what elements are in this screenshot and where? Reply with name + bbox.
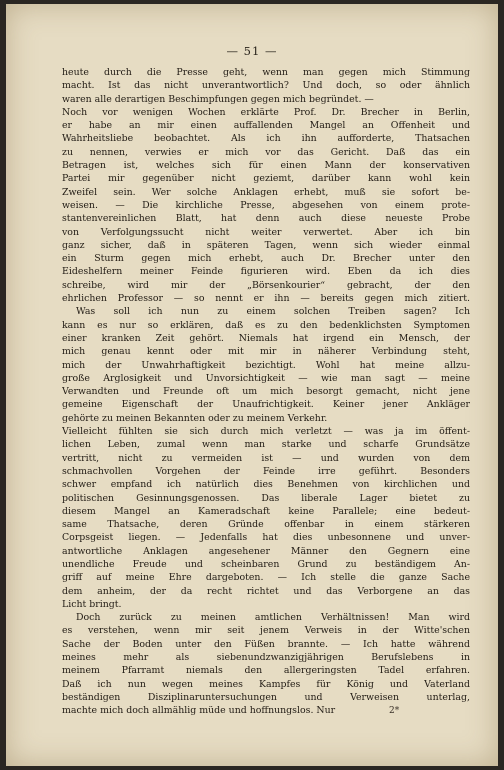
- text-line: Noch vor wenigen Wochen erklärte Prof. Dr. Brecher in Berlin,: [62, 106, 470, 118]
- text-line: von Verfolgungssucht nicht weiter verwertet. Aber ich bin: [62, 226, 470, 238]
- text-line: meines mehr als siebenundzwanzigjährigen Berufslebens in: [62, 652, 470, 664]
- text-line: es verstehen, wenn mir seit jenem Verweis in der Witte'schen: [62, 625, 470, 637]
- text-line: gemeine Eigenschaft der Unaufrichtigkeit. Keiner jener Ankläger: [62, 399, 470, 411]
- page-number: — 51 —: [226, 44, 278, 58]
- text-line: Vielleicht fühlten sie sich durch mich verletzt — was ja im öffent-: [62, 426, 470, 438]
- body-text: [62, 66, 470, 718]
- text-line: vertritt, nicht zu vermeiden ist — und wurden von dem: [62, 452, 470, 464]
- text-line: machte mich doch allmählig müde und hoffnungslos. Nur: [62, 705, 336, 717]
- text-line: kann es nur so erklären, daß es zu den bedenklichsten Symptomen: [62, 319, 470, 331]
- text-line: griff auf meine Ehre dargeboten. — Ich stelle die ganze Sache: [62, 572, 470, 584]
- text-line: weisen. — Die kirchliche Presse, abgesehen von einem prote-: [62, 199, 470, 211]
- text-line: lichen Leben, zumal wenn man starke und scharfe Grundsätze: [62, 439, 470, 451]
- text-line: stantenvereinlichen Blatt, hat denn auch diese neueste Probe: [62, 213, 470, 225]
- text-line: er habe an mir einen auffallenden Mangel an Offenheit und: [62, 120, 470, 132]
- book-page: [6, 4, 498, 766]
- text-line: mich der Unwahrhaftigkeit bezichtigt. Wohl hat meine allzu-: [62, 359, 470, 371]
- text-line: Verwandten und Freunde oft um mich besorgt gemacht, nicht jene: [62, 386, 470, 398]
- text-line: dem anheim, der da recht richtet und das Verborgene an das: [62, 585, 470, 597]
- text-line: Corpsgeist liegen. — Jedenfalls hat dies unbesonnene und unver-: [62, 532, 470, 544]
- text-line: schwer empfand ich natürlich dies Benehmen von kirchlichen und: [62, 479, 470, 491]
- text-line: Partei mir gegenüber nicht geziemt, darüber kann wohl kein: [62, 173, 470, 185]
- text-line: Wahrheitsliebe beobachtet. Als ich ihn aufforderte, Thatsachen: [62, 133, 470, 145]
- text-line: zu nennen, verwies er mich vor das Gericht. Daß das ein: [62, 146, 470, 158]
- text-line: Betragen ist, welches sich für einen Mann der konservativen: [62, 160, 470, 172]
- text-line: Doch zurück zu meinen amtlichen Verhältnissen! Man wird: [76, 612, 470, 624]
- text-line: diesem Mangel an Kameradschaft keine Parallele; eine bedeut-: [62, 505, 470, 517]
- text-line: einer kranken Zeit gehört. Niemals hat irgend ein Mensch, der: [62, 332, 470, 344]
- text-line: Was soll ich nun zu einem solchen Treiben sagen? Ich: [76, 306, 470, 318]
- text-line: antwortliche Anklagen angesehener Männer den Gegnern eine: [62, 545, 470, 557]
- signature-mark: 2*: [389, 706, 400, 716]
- text-line: meinem Pfarramt niemals den allergeringsten Tadel erfahren.: [62, 665, 470, 677]
- text-line: mich genau kennt oder mit mir in näherer Verbindung steht,: [62, 346, 470, 358]
- text-line: schmachvollen Vorgehen der Feinde irre geführt. Besonders: [62, 465, 470, 477]
- text-line: beständigen Disziplinaruntersuchungen und Verweisen unterlag,: [62, 691, 470, 703]
- text-line: ganz sicher, daß in späteren Tagen, wenn sich wieder einmal: [62, 239, 470, 251]
- text-line: same Thatsache, deren Gründe offenbar in einem stärkeren: [62, 519, 470, 531]
- text-line: Licht bringt.: [62, 598, 122, 610]
- text-line: macht. Ist das nicht unverantwortlich? Und doch, so oder ähnlich: [62, 80, 470, 92]
- text-line: waren alle derartigen Beschimpfungen gegen mich begründet. —: [62, 93, 374, 105]
- text-line: Daß ich nun wegen meines Kampfes für König und Vaterland: [62, 678, 470, 690]
- text-line: gehörte zu meinen Bekannten oder zu meinem Verkehr.: [62, 412, 328, 424]
- text-line: heute durch die Presse geht, wenn man gegen mich Stimmung: [62, 67, 470, 78]
- text-line: große Arglosigkeit und Unvorsichtigkeit — wie man sagt — meine: [62, 372, 470, 384]
- text-line: Sache der Boden unter den Füßen brannte. — Ich hatte während: [62, 638, 470, 650]
- text-line: Eideshelfern meiner Feinde figurieren wird. Eben da ich dies: [62, 266, 470, 278]
- text-line: politischen Gesinnungsgenossen. Das liberale Lager bietet zu: [62, 492, 470, 504]
- text-line: ein Sturm gegen mich erhebt, auch Dr. Brecher unter den: [62, 253, 470, 265]
- text-line: Zweifel sein. Wer solche Anklagen erhebt, muß sie sofort be-: [62, 186, 470, 198]
- text-line: ehrlichen Professor — so nennt er ihn — bereits gegen mich zitiert.: [62, 293, 470, 305]
- text-line: schreibe, wird mir der „Börsenkourier“ gebracht, der den: [62, 279, 470, 291]
- text-line: unendliche Freude und scheinbaren Grund zu beständigem An-: [62, 558, 470, 570]
